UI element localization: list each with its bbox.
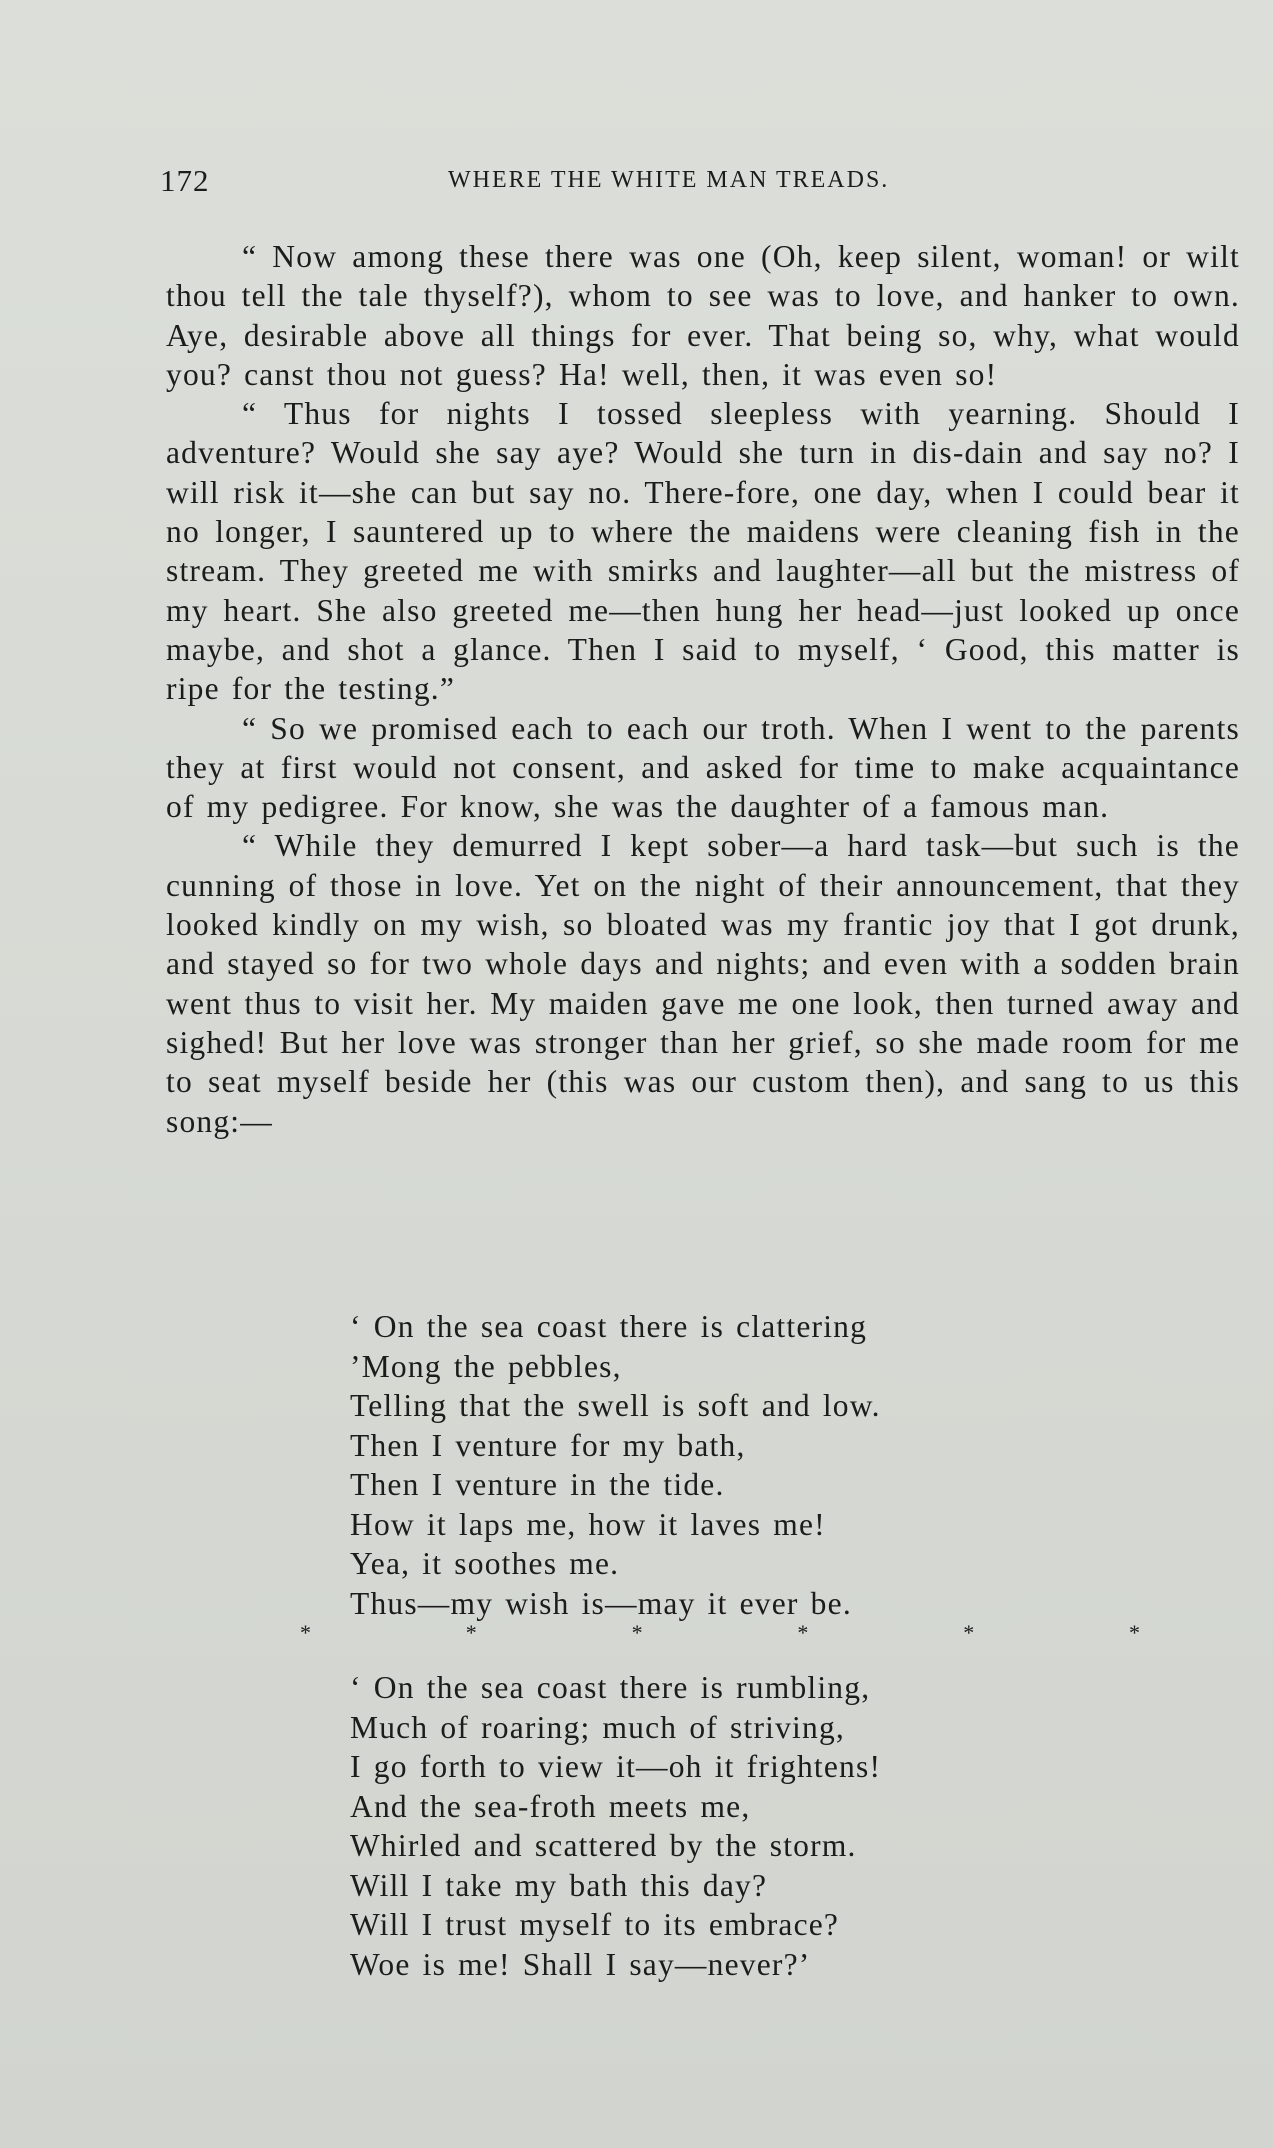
- paragraph: “ So we promised each to each our troth. When I went to the parents they at first would not consent, and asked for time to make acquaintance of my pedigree. For know, she was the daughter of a famous man.: [166, 710, 1240, 825]
- verse-line: Then I venture in the tide.: [350, 1467, 725, 1502]
- song-verse-1: [350, 1307, 881, 1623]
- verse-line: ‘ On the sea coast there is rumbling,: [350, 1670, 871, 1705]
- running-head: WHERE THE WHITE MAN TREADS.: [448, 167, 890, 193]
- page-number: 172: [160, 163, 210, 198]
- separator-star: *: [631, 1620, 643, 1645]
- section-separator: [300, 1620, 1140, 1646]
- separator-star: *: [797, 1620, 809, 1645]
- paragraph: “ Now among these there was one (Oh, keep silent, woman! or wilt thou tell the tale thyself?), whom to see was to love, and hanker to own. Aye, desirable above all things for ever. That being so, why, what would you? canst thou not guess? Ha! well, then, it was even so!: [166, 239, 1240, 392]
- separator-star: *: [963, 1620, 975, 1645]
- page-header: [160, 163, 1240, 203]
- verse-line: Thus—my wish is—may it ever be.: [350, 1585, 852, 1621]
- verse-line: Then I venture for my bath,: [350, 1427, 746, 1463]
- verse-line: Woe is me! Shall I say—never?’: [350, 1946, 811, 1982]
- verse-line: Telling that the swell is soft and low.: [350, 1388, 881, 1423]
- verse-line: How it laps me, how it laves me!: [350, 1506, 826, 1542]
- separator-star: *: [465, 1620, 477, 1645]
- verse-line: Will I trust myself to its embrace?: [350, 1907, 840, 1942]
- body-text: [166, 237, 1240, 1141]
- verse-line: ’Mong the pebbles,: [350, 1348, 622, 1384]
- separator-star: *: [1128, 1620, 1140, 1645]
- verse-line: Yea, it soothes me.: [350, 1546, 620, 1581]
- verse-line: And the sea-froth meets me,: [350, 1788, 751, 1824]
- verse-line: Much of roaring; much of striving,: [350, 1709, 845, 1745]
- verse-line: I go forth to view it—oh it frightens!: [350, 1749, 882, 1784]
- verse-line: Will I take my bath this day?: [350, 1867, 768, 1903]
- verse-line: Whirled and scattered by the storm.: [350, 1828, 857, 1863]
- song-verse-2: [350, 1668, 881, 1984]
- verse-line: ‘ On the sea coast there is clattering: [350, 1309, 868, 1344]
- separator-star: *: [300, 1620, 311, 1645]
- paragraph: “ While they demurred I kept sober—a hard task—but such is the cunning of those in love. Yet on the night of their announcement, that they looked kindly on my wish, so bloated was my frantic joy that I got drunk, and stayed so for two whole days and nights; and even with a sodden brain went thus to visit her. My maiden gave me one look, then turned away and sighed! But her love was stronger than her grief, so she made room for me to seat myself beside her (this was our custom then), and sang to us this song:—: [166, 828, 1240, 1139]
- paragraph: “ Thus for nights I tossed sleepless with yearning. Should I adventure? Would she say aye? Would she turn in dis-dain and say no? I will risk it—she can but say no. There-fore, one day, when I could bear it no longer, I sauntered up to where the maidens were cleaning fish in the stream. They greeted me with smirks and laughter—all but the mistress of my heart. She also greeted me—then hung her head—just looked up once maybe, and shot a glance. Then I said to myself, ‘ Good, this matter is ripe for the testing.”: [166, 396, 1240, 707]
